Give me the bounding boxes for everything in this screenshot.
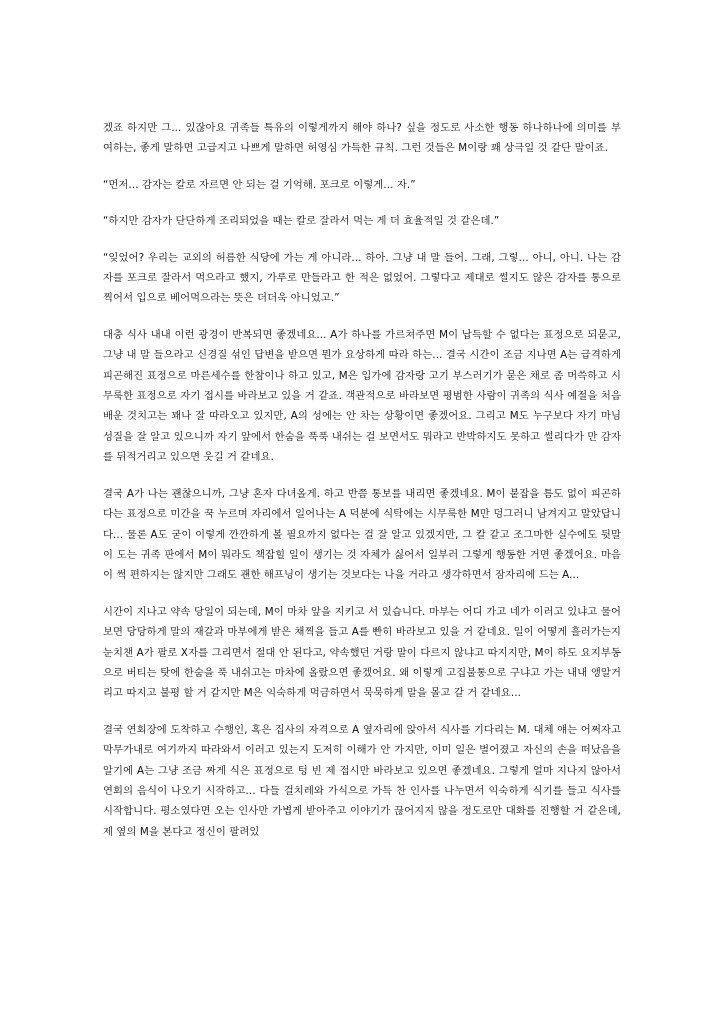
paragraph-narration-2: 대충 식사 내내 이런 광경이 반복되면 좋겠네요... A가 하나를 가르쳐주면 M이 납득할 수 없다는 표정으로 되묻고, 그냥 내 말 들으라고 신경질 섞인 답변을 받으면 뭔가 요상하게 따라 하는... 결국 시간이 조금 지나면 A는 급격하게 피곤해진 표정으로 마른세수를 한참이나 하고 있고, M은 입가에 감자랑 고기 부스러기가 묻은 채로 좀 머쓱하고 시무룩한 표정으로 자기 접시를 바라보고 있을 거 같죠. 객관적으로 바라보면 평범한 사람이 귀족의 식사 예절을 처음 배운 것치고는 꽤나 잘 따라오고 있지만, A의 성에는 안 차는 상황이면 좋겠어요. 그리고 M도 누구보다 자기 마님 성질을 잘 알고 있으니까 자기 앞에서 한숨을 푹푹 내쉬는 걸 보면서도 뭐라고 반박하지도 못하고 썰리다가 만 감자를 뒤적거리고 있으면 웃길 거 같네요. xyxy=(103,328,621,464)
document-body xyxy=(103,118,621,858)
paragraph-dialogue-3: “잊었어? 우리는 교외의 허름한 식당에 가는 게 아니라... 하아. 그냥 내 말 들어. 그래, 그렇... 아니, 아니. 나는 감자를 포크로 잘라서 먹으라고 했지, 가루로 만들라고 한 적은 없었어. 그렇다고 제대로 썰지도 않은 감자를 통으로 찍어서 입으로 베어먹으라는 뜻은 더더욱 아니었고.” xyxy=(103,251,621,305)
paragraph-narration-5: 결국 연회장에 도착하고 수행인, 혹은 집사의 자격으로 A 옆자리에 앉아서 식사를 기다리는 M. 대체 얘는 어쩌자고 막무가내로 여기까지 따라와서 이러고 있는지 도저히 이해가 안 가지만, 이미 일은 벌어졌고 자신의 손을 떠났음을 알기에 A는 그냥 조금 짜게 식은 표정으로 텅 빈 제 접시만 바라보고 있으면 좋겠네요. 그렇게 얼마 지나지 않아서 연회의 음식이 나오기 시작하고... 다들 걸치레와 가식으로 가득 찬 인사를 나누면서 익숙하게 식기를 들고 식사를 시작합니다. 평소였다면 오는 인사만 가볍게 받아주고 이야기가 끊어지지 않을 정도로만 대화를 진행할 거 같은데, 제 옆의 M을 본다고 정신이 팔려있 xyxy=(103,723,621,838)
paragraph-dialogue-1: “먼저... 감자는 칼로 자르면 안 되는 걸 기억해. 포크로 이렇게... 자.” xyxy=(103,178,416,191)
paragraph-narration-4: 시간이 지나고 약속 당일이 되는데, M이 마차 앞을 지키고 서 있습니다. 마부는 어디 가고 네가 이러고 있냐고 물어보면 당당하게 말의 재갈과 마부에게 받은 채찍을 들고 A를 빤히 바라보고 있을 거 같네요. 일이 어떻게 흘러가는지 눈치챈 A가 팔로 X자를 그리면서 절대 안 된다고, 약속했던 거랑 말이 다르지 않냐고 따지지만, M이 하도 요지부동으로 버티는 탓에 한숨을 푹 내쉬고는 마차에 올랐으면 좋겠어요. 왜 이렇게 고집불통으로 구냐고 가는 내내 앵알거리고 따지고 불평 할 거 같지만 M은 익숙하게 먹금하면서 묵묵하게 말을 몰고 갈 거 같네요... xyxy=(103,605,621,700)
paragraph-narration-1: 겠죠 하지만 그... 있잖아요 귀족들 특유의 이렇게까지 해야 하나? 싶을 정도로 사소한 행동 하나하나에 의미를 부여하는, 좋게 말하면 고급지고 나쁘게 말하면 허영심 가득한 규칙. 그런 것들은 M이랑 꽤 상극일 것 같단 말이죠. xyxy=(103,122,621,155)
paragraph-narration-3: 결국 A가 나는 괜찮으니까, 그냥 혼자 다녀올게. 하고 반쯤 통보를 내리면 좋겠네요. M이 붙잡을 틈도 없이 피곤하다는 표정으로 미간을 꾹 누르며 자리에서 일어나는 A 덕분에 식탁에는 시무룩한 M만 덩그러니 남겨지고 말았답니다... 물론 A도 굳이 이렇게 깐깐하게 볼 필요까지 없다는 걸 잘 알고 있겠지만, 그 칼 같고 조그마한 실수에도 뒷말이 도는 귀족 판에서 M이 뭐라도 책잡힐 일이 생기는 것 자체가 싫어서 일부러 그렇게 행동한 거면 좋겠어요. 마음이 썩 편하지는 않지만 그래도 괜한 해프닝이 생기는 것보다는 나을 거라고 생각하면서 잠자리에 드는 A... xyxy=(103,487,621,582)
paragraph-dialogue-2: “하지만 감자가 단단하게 조리되었을 때는 칼로 잘라서 먹는 게 더 효율적일 것 같은데.” xyxy=(103,215,500,228)
